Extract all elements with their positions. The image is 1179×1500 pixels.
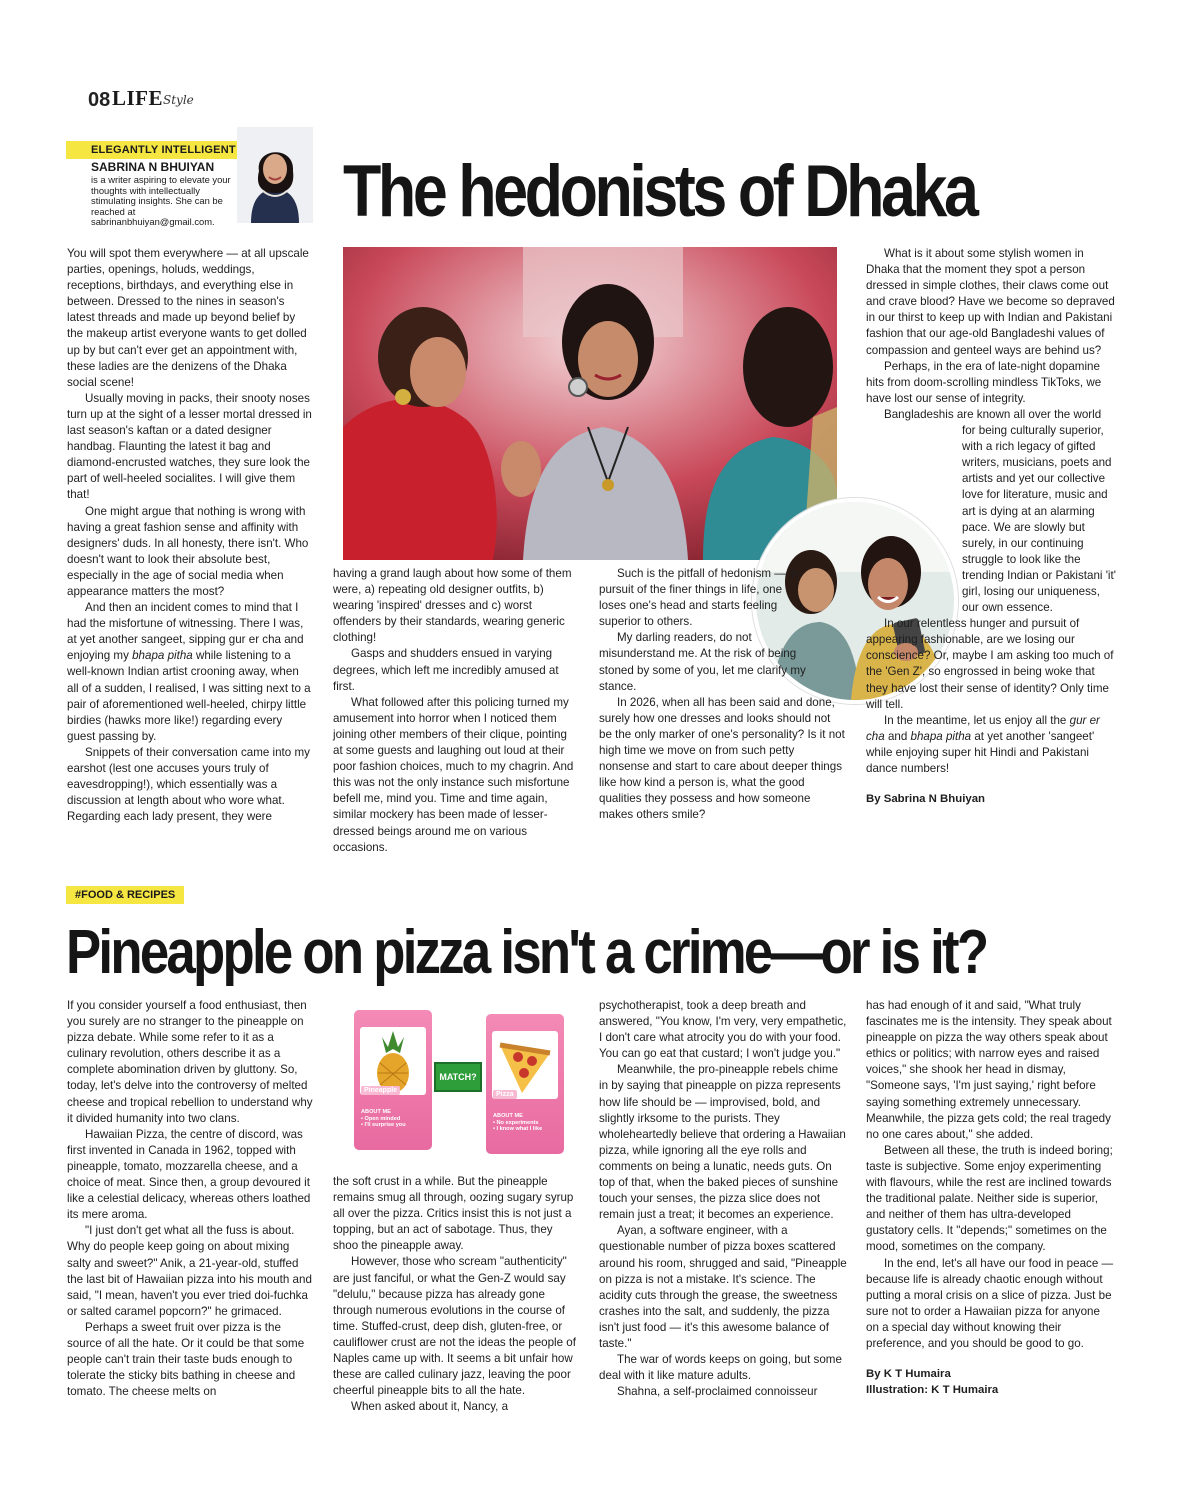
paragraph: Between all these, the truth is indeed boring; taste is subjective. Some enjoy experimenting with flavours, while the rest are inclined towards the traditional palate. Neither side is superior, and neither of them has ultra-developed gustatory cells. It "depends;" sometimes on the mood, sometimes on the company. [866, 1143, 1113, 1254]
author-name: SABRINA N BHUIYAN [91, 160, 215, 174]
paragraph: The war of words keeps on going, but some deal with it like mature adults. [599, 1353, 842, 1383]
pineapple-image [360, 1027, 426, 1095]
paragraph: Usually moving in packs, their snooty noses turn up at the sight of a lesser mortal dressed in last season's kaftan or a dated designer handbag. Flaunting the latest it bag and diamond-encrusted watches, they sure look the part of well-heeled socialites. I will give them that! [67, 391, 312, 502]
brand-logo: LIFE [112, 86, 164, 110]
about-me-line: • Open minded [361, 1115, 401, 1122]
page-number: 08 [88, 89, 111, 111]
about-me-line: • I know what I like [493, 1126, 543, 1133]
paragraph: Perhaps a sweet fruit over pizza is the source of all the hate. Or it could be that some people can't train their taste buds enough to tolerate the sticky bits bathing in cheese and tomato. The cheese melts on [67, 1320, 305, 1399]
match-badge: MATCH? [434, 1062, 482, 1092]
paragraph: However, those who scream "authenticity" are just fanciful, or what the Gen-Z would say "delulu," because pizza has already gone through numerous evolutions in the course of time. Stuffed-crust, deep dish, gluten-free, or cauliflower crust are not the ideas the people of Naples came up with. It seems a bit unfair how these are called culinary jazz, leaving the poor cheerful pineapple bits to all the hate. [333, 1255, 576, 1398]
about-me-heading: ABOUT ME [493, 1113, 523, 1119]
article-headline: Pineapple on pizza isn't a crime—or is it? [66, 918, 987, 987]
paragraph: One might argue that nothing is wrong with having a great fashion sense and affinity with designers' duds. In all honesty, there isn't. Who doesn't want to look their absolute best, especially in the age of social media when appearance matters the most? [67, 504, 309, 598]
illustration-credit: Illustration: K T Humaira [866, 1384, 999, 1397]
paragraph [866, 713, 1116, 777]
article-column-3 [599, 998, 849, 1400]
paragraph: Such is the pitfall of hedonism — in pursuit of the finer things in life, one loses one's head and starts feeling superior to others. [599, 567, 799, 629]
about-me-heading: ABOUT ME [361, 1109, 391, 1115]
article-column-4 [866, 246, 1116, 807]
paragraph-text: In the meantime, let us enjoy all the [884, 713, 1067, 727]
paragraph [67, 600, 313, 745]
paragraph: psychotherapist, took a deep breath and answered, "You know, I'm very, very empathetic, I don't care what atrocity you do with your food. You can go eat that custard; I won't judge you." [599, 999, 847, 1061]
paragraph: Snippets of their conversation came into my earshot (lest one accuses yours truly of eavesdropping!), which essentially was a discussion at length about who wore what. Regarding each lady present, they were [67, 745, 310, 824]
about-me-text [361, 1109, 406, 1129]
paragraph: In 2026, when all has been said and done, surely how one dresses and looks should not be the only marker of one's personality? Is it not high time we move on from such petty nonsense and start to care about deeper things like how kind a person is, what the good qualities they possess and how someone makes others smile? [599, 695, 845, 822]
party-women-photo [343, 247, 837, 560]
italic-term: bhapa pitha [132, 649, 193, 663]
section-tag: #FOOD & RECIPES [66, 886, 184, 904]
paragraph: has had enough of it and said, "What truly fascinates me is the intensity. They speak about pineapple on pizza the way others speak about ethics or politics; with narrow eyes and raised voices," she shook her head in dismay, "Someone says, 'I'm just saying,' right before saying something extremely unnecessary. Meanwhile, the pizza gets cold; the real tragedy no one cares about," she added. [866, 999, 1112, 1141]
pizza-label: Pizza [493, 1090, 517, 1099]
paragraph: What is it about some stylish women in Dhaka that the moment they spot a person dressed in simple clothes, their claws come out and crave blood? Have we become so depraved in our thirst to keep up with Indian and Pakistani fashion that our age-old Bangladeshi values of compassion and genteel ways are behind us? [866, 247, 1115, 357]
author-bio: is a writer aspiring to elevate your thoughts with intellectually stimulating insights. She can be reached at sabrinanbhuiyan@gmail.com. [91, 174, 231, 228]
article-column-1 [67, 998, 313, 1400]
paragraph: What followed after this policing turned my amusement into horror when I noticed them joining other members of their clique, pointing at some guests and laughing out loud at their poor fashion choices, much to my chagrin. And this was not the only instance such misfortune befell me, mind you. Time and time again, similar mockery has been made of lesser-dressed beings around me on various occasions. [333, 695, 574, 854]
paragraph: In our relentless hunger and pursuit of appearing fashionable, are we losing our conscience? Or, maybe I am asking too much of the 'Gen Z', so engrossed in being woke that they have lost their sense of identity? Only time will tell. [866, 617, 1114, 711]
author-photo [237, 127, 313, 223]
pizza-card [486, 1014, 564, 1154]
paragraph: Bangladeshis are known all over the world for being culturally superior, with a rich legacy of gifted writers, musicians, poets and artists and yet our collective love for literature, music and art is dying at an alarming pace. We are slowly but surely, in our continuing struggle to look like the trending Indian or Pakistani 'it' girl, losing our uniqueness, our own essence. [884, 407, 1116, 615]
paragraph-text: And then an incident comes to mind that I had the misfortune of witnessing. There I was, at yet another sangeet, sipping gur er cha and enjoying my [67, 601, 304, 663]
article-column-2 [333, 1174, 578, 1415]
pizza-match-illustration [350, 1006, 570, 1156]
article-byline: By K T Humaira [866, 1368, 951, 1381]
about-me-line: • I'll surprise you [361, 1122, 406, 1129]
article-column-1 [67, 246, 313, 825]
article-headline: The hedonists of Dhaka [343, 151, 976, 232]
paragraph: Perhaps, in the era of late-night dopamine hits from doom-scrolling mindless TikToks, we have lost our sense of integrity. [866, 359, 1102, 405]
paragraph: Hawaiian Pizza, the centre of discord, was first invented in Canada in 1962, topped with pineapple, tomato, mozzarella cheese, and a choice of meat. Since then, a group devoured it like a celestial delicacy, whereas others loathed its mere aroma. [67, 1127, 311, 1222]
about-me-text [493, 1113, 542, 1133]
paragraph: In the end, let's all have our food in peace — because life is already chaotic enough without putting a moral crisis on a slice of pizza. Just be sure not to order a Hawaiian pizza for anyone on a special day without knowing their preference, and you should be good to go. [866, 1256, 1114, 1350]
paragraph: If you consider yourself a food enthusiast, then you surely are no stranger to the pineapple on pizza debate. While some refer to it as a culinary revolution, others describe it as a complete abomination driven by gluttony. So, today, let's delve into the controversy of melted cheese and tropical rebellion to understand why it divided humanity into two clans. [67, 999, 313, 1125]
paragraph: You will spot them everywhere — at all upscale parties, openings, holuds, weddings, receptions, birthdays, and everything else in between. Dressed to the nines in season's latest threads and made up beyond belief by the makeup artist everyone wants to get dolled up by but can't ever get an appointment with, these ladies are the denizens of the Dhaka social scene! [67, 247, 309, 389]
paragraph: Gasps and shudders ensued in varying degrees, which left me incredibly amused at first. [333, 647, 559, 693]
paragraph: When asked about it, Nancy, a [351, 1400, 509, 1414]
pizza-image [492, 1031, 558, 1099]
paragraph: "I just don't get what all the fuss is about. Why do people keep going on about mixing salty and sweet?" Anik, a 21-year-old, stuffed the last bit of Hawaiian pizza into his mouth and said, "I mean, haven't you ever tried doi-fuchka or salted caramel popcorn?" he grimaced. [67, 1224, 312, 1318]
paragraph: Ayan, a software engineer, with a questionable number of pizza boxes scattered around his room, shrugged and said, "Pineapple on pizza is not a mistake. It's science. The acidity cuts through the grease, the sweetness crashes into the salt, and suddenly, the pizza isn't just food — it's this awesome balance of taste." [599, 1224, 847, 1350]
brand-logo-suffix: Style [163, 93, 194, 107]
paragraph: Meanwhile, the pro-pineapple rebels chime in by saying that pineapple on pizza represents how life should be — improvised, bold, and slightly irksome to the purists. They wholeheartedly believe that ordering a Hawaiian pizza, while ignoring all the eye rolls and comments on being a lunatic, needs guts. On top of that, when the baked pieces of sunshine touch your senses, the pizza slice does not remain just a treat; it becomes an experience. [599, 1063, 846, 1222]
article-column-3 [599, 566, 845, 824]
pineapple-card [354, 1010, 432, 1150]
paragraph-text: at yet another 'sangeet' while enjoying super hit Hindi and Pakistani dance numbers! [866, 729, 1095, 775]
article-column-4 [866, 998, 1116, 1398]
paragraph-text: and [887, 729, 908, 743]
paragraph-text: while listening to a well-known Indian artist crooning away, when all of a sudden, I realised, I was sitting next to a pair of aforementioned well-heeled, chirpy little birdies (hawks more like!) regarding every guest passing by. [67, 649, 311, 743]
italic-term: gur er cha [866, 713, 1100, 743]
article-column-2 [333, 566, 577, 856]
paragraph: the soft crust in a while. But the pineapple remains smug all through, oozing sugary syrup all over the pizza. Critics insist this is not just a topping, but an act of sabotage. Thus, they shoo the pineapple away. [333, 1175, 574, 1253]
pineapple-label: Pineapple [361, 1086, 400, 1095]
column-tag: ELEGANTLY INTELLIGENT [66, 141, 244, 159]
paragraph: Shahna, a self-proclaimed connoisseur [617, 1385, 818, 1399]
paragraph: My darling readers, do not misunderstand me. At the risk of being stoned by some of you, let me clarify my stance. [599, 631, 806, 693]
about-me-line: • No experiments [493, 1119, 539, 1126]
italic-term: bhapa pitha [910, 729, 972, 743]
article-byline: By Sabrina N Bhuiyan [866, 793, 985, 806]
paragraph: having a grand laugh about how some of them were, a) repeating old designer outfits, b) wearing 'inspired' dresses and c) worst offenders by their standards, wearing generic clothing! [333, 567, 572, 645]
